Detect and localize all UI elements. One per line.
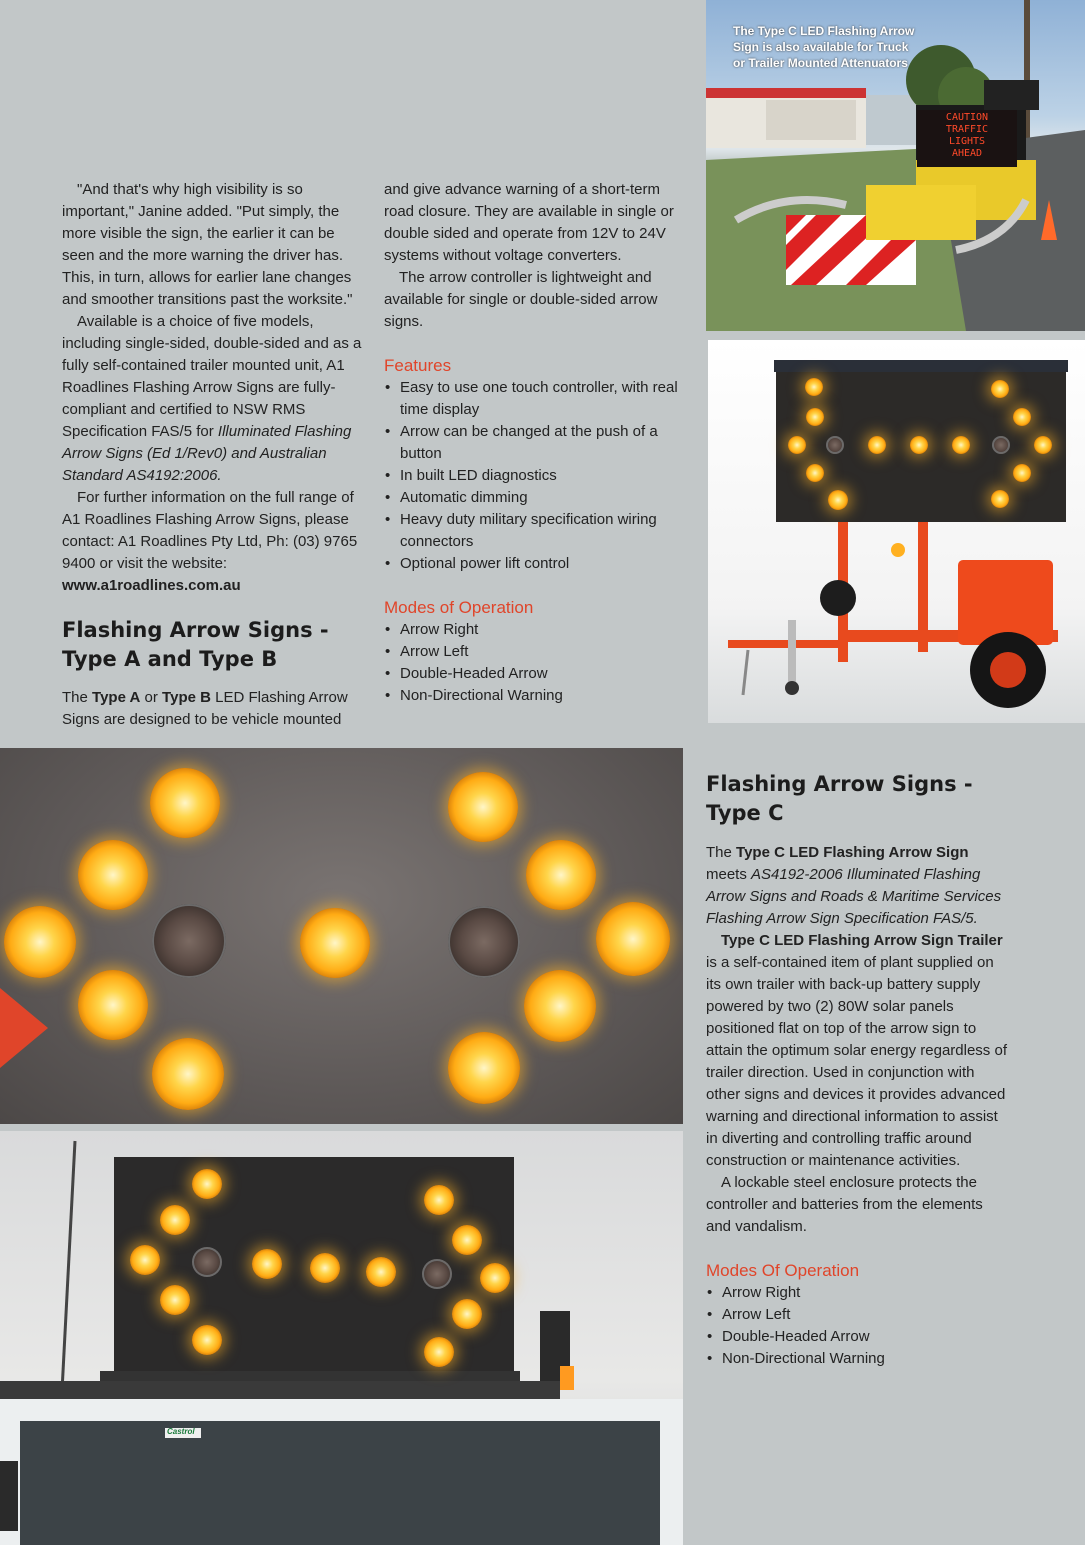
- paragraph-text: Available is a choice of five models, including single-sided, double-sided and as a fully self-contained trailer mounted unit, A1 Roadlines Flashing Arrow Signs are fully-compliant and certified to NSW RMS Specification FAS/5 for: [62, 313, 362, 440]
- standard-reference: Illuminated Flashing Arrow Signs (Ed 1/Rev0) and Australian Standard AS4192:2006.: [62, 423, 352, 484]
- list-item: • Arrow Right: [384, 619, 684, 641]
- list-item: • Non-Directional Warning: [706, 1348, 1010, 1370]
- paragraph-text: meets: [706, 866, 752, 883]
- section-heading-type-c: [706, 770, 1016, 828]
- vms-line: TRAFFIC: [945, 124, 989, 135]
- heading-line: Flashing Arrow Signs -: [62, 618, 329, 642]
- features-heading: Features: [384, 356, 452, 375]
- paragraph: A lockable steel enclosure protects the controller and batteries from the elements and vandalism.: [706, 1174, 983, 1235]
- product-name: Type C LED Flashing Arrow Sign Trailer: [721, 932, 1003, 949]
- list-item: • Easy to use one touch controller, with real time display: [384, 377, 684, 421]
- led-lamp: [910, 436, 928, 454]
- led-lamp: [192, 1169, 222, 1199]
- led-lamp: [160, 1205, 190, 1235]
- trailer-sign-photo: [708, 340, 1085, 723]
- paragraph: [706, 930, 1010, 1172]
- led-lamp: [130, 1245, 160, 1275]
- paragraph: For further information on the full range of A1 Roadlines Flashing Arrow Signs, please contact: A1 Roadlines Pty Ltd, Ph: (03) 9765 9400 or visit the website:: [62, 489, 358, 572]
- led-lamp: [596, 902, 670, 976]
- led-lamp: [452, 1299, 482, 1329]
- led-lamp: [452, 1225, 482, 1255]
- type-c-column: [706, 842, 1010, 1370]
- led-lamp: [991, 490, 1009, 508]
- led-lamp: [805, 378, 823, 396]
- caption-line: The Type C LED Flashing Arrow: [733, 24, 915, 38]
- led-lamp: [192, 1325, 222, 1355]
- vms-line: LIGHTS: [948, 136, 986, 147]
- led-lamp: [480, 1263, 510, 1293]
- list-item: • Non-Directional Warning: [384, 685, 684, 707]
- paragraph: [62, 687, 362, 731]
- vms-line: AHEAD: [951, 148, 983, 159]
- castrol-sticker: Castrol: [167, 1427, 195, 1436]
- caption-line: or Trailer Mounted Attenuators: [733, 56, 908, 70]
- list-item: • Arrow Left: [384, 641, 684, 663]
- truck-mounted-sign-photo: [0, 1131, 683, 1545]
- paragraph: [62, 311, 362, 487]
- heading-line: Flashing Arrow Signs -: [706, 772, 973, 796]
- list-item: • Arrow can be changed at the push of a button: [384, 421, 684, 465]
- list-item: • Double-Headed Arrow: [706, 1326, 1010, 1348]
- led-lamp: [160, 1285, 190, 1315]
- list-item: • Heavy duty military specification wiring connectors: [384, 509, 684, 553]
- heading-line: Type C: [706, 801, 784, 825]
- paragraph: and give advance warning of a short-term road closure. They are available in single or double sided and operate from 12V to 24V systems without voltage converters.: [384, 181, 674, 264]
- led-lamp: [424, 1337, 454, 1367]
- trailer-scene: [708, 340, 1085, 723]
- led-lamp: [4, 906, 76, 978]
- led-lamp: [448, 772, 518, 842]
- list-item: • In built LED diagnostics: [384, 465, 684, 487]
- paragraph: The arrow controller is lightweight and available for single or double-sided arrow signs.: [384, 269, 658, 330]
- type-a-b-intro: [62, 687, 362, 731]
- led-lamp: [524, 970, 596, 1042]
- led-lamp: [991, 380, 1009, 398]
- paragraph: "And that's why high visibility is so important," Janine added. "Put simply, the more visible the sign, the earlier it can be seen and the more warning the driver has. This, in turn, allows for earlier lane changes and smoother transitions past the worksite.": [62, 181, 353, 308]
- vms-board: [917, 110, 1017, 167]
- list-item: • Arrow Right: [706, 1282, 1010, 1304]
- led-lamp: [828, 490, 848, 510]
- led-lamp: [868, 436, 886, 454]
- paragraph-text: or: [140, 689, 163, 706]
- photo-caption: [733, 23, 914, 71]
- led-lamp: [1034, 436, 1052, 454]
- paragraph-text: The: [706, 844, 737, 861]
- led-lamp: [806, 464, 824, 482]
- led-lamp: [152, 1038, 224, 1110]
- led-lamp: [1013, 408, 1031, 426]
- modes-heading: Modes Of Operation: [706, 1261, 860, 1280]
- led-lamp: [366, 1257, 396, 1287]
- standard-reference: AS4192-2006 Illuminated Flashing Arrow Signs and Roads & Maritime Services Flashing Arrow Sign Specification FAS/5.: [706, 866, 1002, 927]
- modes-list: [706, 1282, 1010, 1370]
- led-lamp: [992, 436, 1010, 454]
- features-list: [384, 377, 684, 575]
- list-item: • Automatic dimming: [384, 487, 684, 509]
- led-lamp: [448, 906, 520, 978]
- modes-list: [384, 619, 684, 707]
- led-lamp: [78, 840, 148, 910]
- led-lamp: [300, 908, 370, 978]
- product-name: Type C LED Flashing Arrow Sign: [736, 844, 969, 861]
- paragraph-text: LED Flashing Arrow Signs are designed to be vehicle mounted: [62, 689, 348, 728]
- vms-line: CAUTION: [945, 112, 989, 123]
- led-lamp: [252, 1249, 282, 1279]
- led-lamp: [424, 1185, 454, 1215]
- list-item: • Double-Headed Arrow: [384, 663, 684, 685]
- led-lamp: [526, 840, 596, 910]
- led-lamp: [1013, 464, 1031, 482]
- led-arrow-closeup-photo: [0, 748, 683, 1124]
- paragraph: [706, 842, 1010, 930]
- paragraph-text: is a self-contained item of plant supplied on its own trailer with back-up battery supply powered by two (2) 80W solar panels positioned flat on top of the arrow sign to attain the optimum solar energy regardless of trailer direction. Used in conjunction with other signs and devices it provides advanced warning and directional information to assist in diverting and controlling traffic around construction or maintenance activities.: [706, 954, 1007, 1169]
- led-lamp: [806, 408, 824, 426]
- led-lamp: [826, 436, 844, 454]
- product-name: Type B: [162, 689, 211, 706]
- attenuator-photo: [706, 0, 1085, 331]
- led-lamp: [952, 436, 970, 454]
- truck-scene: [0, 1131, 683, 1545]
- led-lamp: [448, 1032, 520, 1104]
- list-item: • Arrow Left: [706, 1304, 1010, 1326]
- heading-line: Type A and Type B: [62, 647, 278, 671]
- section-heading-type-a-b: [62, 616, 362, 674]
- list-item: • Optional power lift control: [384, 553, 684, 575]
- led-lamp: [310, 1253, 340, 1283]
- led-lamp: [422, 1259, 452, 1289]
- website-link[interactable]: www.a1roadlines.com.au: [62, 577, 241, 594]
- caption-line: Sign is also available for Truck: [733, 40, 909, 54]
- middle-column: [384, 179, 684, 707]
- led-lamp: [150, 768, 220, 838]
- led-lamp: [78, 970, 148, 1040]
- paragraph-text: The: [62, 689, 93, 706]
- led-lamp: [788, 436, 806, 454]
- red-page-marker: [0, 988, 48, 1068]
- left-column: [62, 179, 362, 597]
- modes-heading: Modes of Operation: [384, 598, 534, 617]
- led-lamp: [192, 1247, 222, 1277]
- product-name: Type A: [92, 689, 141, 706]
- led-lamp: [152, 904, 226, 978]
